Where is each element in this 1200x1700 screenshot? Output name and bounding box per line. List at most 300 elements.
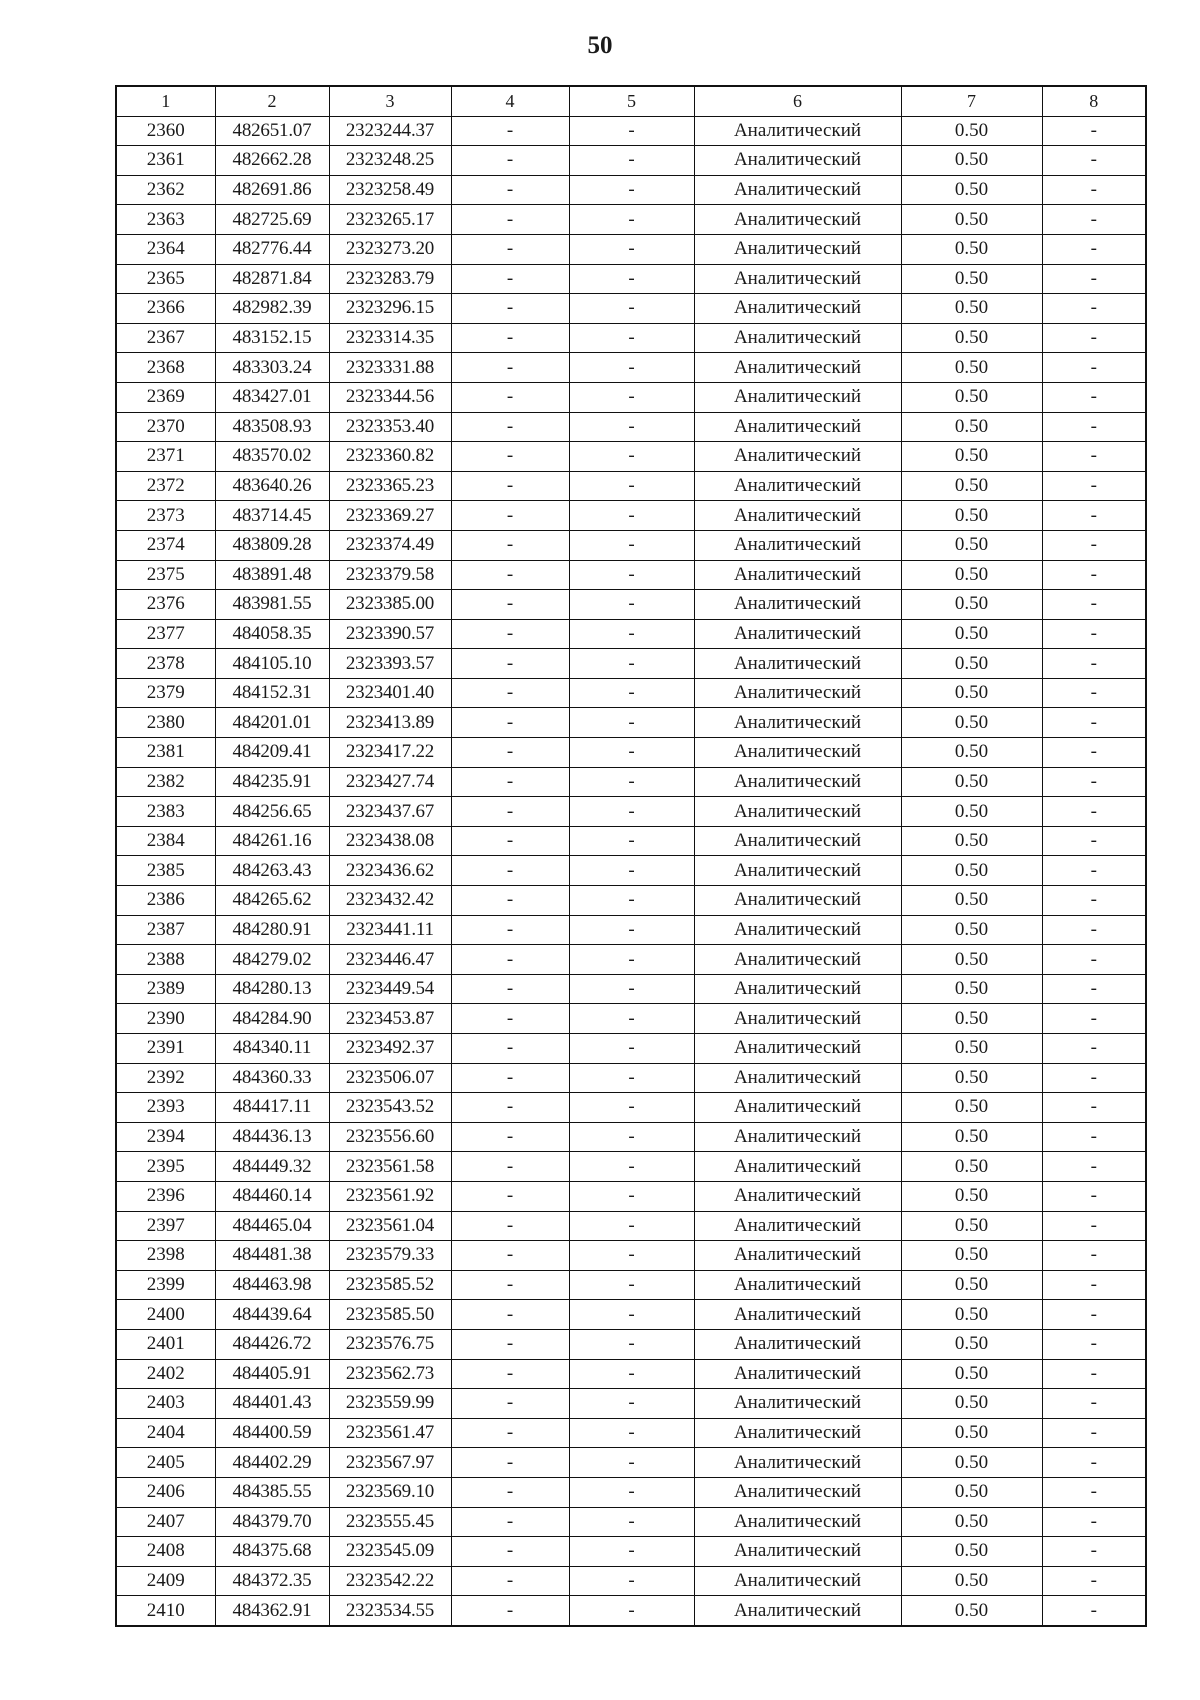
column-8-cell: - xyxy=(1042,1596,1146,1626)
x-coordinate-cell: 483427.01 xyxy=(215,382,329,412)
method-cell: Аналитический xyxy=(694,1537,901,1567)
accuracy-cell: 0.50 xyxy=(901,501,1042,531)
y-coordinate-cell: 2323379.58 xyxy=(329,560,451,590)
column-5-cell: - xyxy=(569,116,694,146)
y-coordinate-cell: 2323365.23 xyxy=(329,471,451,501)
table-body xyxy=(116,116,1146,1626)
column-8-cell: - xyxy=(1042,1477,1146,1507)
y-coordinate-cell: 2323561.58 xyxy=(329,1152,451,1182)
method-cell: Аналитический xyxy=(694,234,901,264)
y-coordinate-cell: 2323417.22 xyxy=(329,738,451,768)
table-row xyxy=(116,649,1146,679)
column-8-cell: - xyxy=(1042,974,1146,1004)
accuracy-cell: 0.50 xyxy=(901,1329,1042,1359)
x-coordinate-cell: 484256.65 xyxy=(215,797,329,827)
y-coordinate-cell: 2323401.40 xyxy=(329,678,451,708)
column-4-cell: - xyxy=(451,767,569,797)
accuracy-cell: 0.50 xyxy=(901,738,1042,768)
table-row xyxy=(116,323,1146,353)
column-4-cell: - xyxy=(451,797,569,827)
point-number-cell: 2407 xyxy=(116,1507,215,1537)
column-4-cell: - xyxy=(451,116,569,146)
column-4-cell: - xyxy=(451,1537,569,1567)
column-5-cell: - xyxy=(569,826,694,856)
x-coordinate-cell: 484379.70 xyxy=(215,1507,329,1537)
method-cell: Аналитический xyxy=(694,382,901,412)
column-5-cell: - xyxy=(569,915,694,945)
x-coordinate-cell: 484375.68 xyxy=(215,1537,329,1567)
column-8-cell: - xyxy=(1042,1537,1146,1567)
x-coordinate-cell: 482662.28 xyxy=(215,146,329,176)
x-coordinate-cell: 484436.13 xyxy=(215,1122,329,1152)
column-4-cell: - xyxy=(451,353,569,383)
table-row xyxy=(116,1418,1146,1448)
column-4-cell: - xyxy=(451,471,569,501)
accuracy-cell: 0.50 xyxy=(901,915,1042,945)
column-5-cell: - xyxy=(569,886,694,916)
method-cell: Аналитический xyxy=(694,945,901,975)
point-number-cell: 2381 xyxy=(116,738,215,768)
column-5-cell: - xyxy=(569,1507,694,1537)
table-row xyxy=(116,353,1146,383)
column-8-cell: - xyxy=(1042,146,1146,176)
column-5-cell: - xyxy=(569,649,694,679)
y-coordinate-cell: 2323331.88 xyxy=(329,353,451,383)
column-header-3: 3 xyxy=(329,86,451,116)
y-coordinate-cell: 2323569.10 xyxy=(329,1477,451,1507)
point-number-cell: 2380 xyxy=(116,708,215,738)
y-coordinate-cell: 2323374.49 xyxy=(329,530,451,560)
column-5-cell: - xyxy=(569,767,694,797)
x-coordinate-cell: 484402.29 xyxy=(215,1448,329,1478)
table-row xyxy=(116,1093,1146,1123)
column-4-cell: - xyxy=(451,649,569,679)
column-5-cell: - xyxy=(569,1389,694,1419)
table-row xyxy=(116,1241,1146,1271)
column-8-cell: - xyxy=(1042,353,1146,383)
table-row xyxy=(116,767,1146,797)
accuracy-cell: 0.50 xyxy=(901,1122,1042,1152)
point-number-cell: 2373 xyxy=(116,501,215,531)
column-header-8: 8 xyxy=(1042,86,1146,116)
column-5-cell: - xyxy=(569,471,694,501)
column-4-cell: - xyxy=(451,1359,569,1389)
column-5-cell: - xyxy=(569,797,694,827)
column-8-cell: - xyxy=(1042,471,1146,501)
point-number-cell: 2385 xyxy=(116,856,215,886)
point-number-cell: 2399 xyxy=(116,1270,215,1300)
column-8-cell: - xyxy=(1042,294,1146,324)
column-4-cell: - xyxy=(451,1093,569,1123)
column-4-cell: - xyxy=(451,1507,569,1537)
point-number-cell: 2370 xyxy=(116,412,215,442)
accuracy-cell: 0.50 xyxy=(901,471,1042,501)
y-coordinate-cell: 2323244.37 xyxy=(329,116,451,146)
column-5-cell: - xyxy=(569,294,694,324)
table-row xyxy=(116,797,1146,827)
column-5-cell: - xyxy=(569,619,694,649)
column-4-cell: - xyxy=(451,1122,569,1152)
y-coordinate-cell: 2323562.73 xyxy=(329,1359,451,1389)
method-cell: Аналитический xyxy=(694,560,901,590)
table-row xyxy=(116,412,1146,442)
method-cell: Аналитический xyxy=(694,1448,901,1478)
point-number-cell: 2395 xyxy=(116,1152,215,1182)
x-coordinate-cell: 484201.01 xyxy=(215,708,329,738)
y-coordinate-cell: 2323436.62 xyxy=(329,856,451,886)
method-cell: Аналитический xyxy=(694,264,901,294)
table-row xyxy=(116,1034,1146,1064)
table-row xyxy=(116,471,1146,501)
column-5-cell: - xyxy=(569,590,694,620)
column-header-2: 2 xyxy=(215,86,329,116)
column-5-cell: - xyxy=(569,1152,694,1182)
y-coordinate-cell: 2323446.47 xyxy=(329,945,451,975)
column-4-cell: - xyxy=(451,442,569,472)
column-5-cell: - xyxy=(569,560,694,590)
point-number-cell: 2366 xyxy=(116,294,215,324)
method-cell: Аналитический xyxy=(694,1566,901,1596)
column-4-cell: - xyxy=(451,382,569,412)
method-cell: Аналитический xyxy=(694,1181,901,1211)
accuracy-cell: 0.50 xyxy=(901,1477,1042,1507)
column-8-cell: - xyxy=(1042,826,1146,856)
page-number: 50 xyxy=(587,32,613,59)
x-coordinate-cell: 484209.41 xyxy=(215,738,329,768)
column-4-cell: - xyxy=(451,974,569,1004)
x-coordinate-cell: 484284.90 xyxy=(215,1004,329,1034)
column-5-cell: - xyxy=(569,530,694,560)
accuracy-cell: 0.50 xyxy=(901,353,1042,383)
column-4-cell: - xyxy=(451,1004,569,1034)
column-5-cell: - xyxy=(569,856,694,886)
y-coordinate-cell: 2323369.27 xyxy=(329,501,451,531)
column-5-cell: - xyxy=(569,234,694,264)
point-number-cell: 2409 xyxy=(116,1566,215,1596)
accuracy-cell: 0.50 xyxy=(901,1418,1042,1448)
table-row xyxy=(116,945,1146,975)
method-cell: Аналитический xyxy=(694,412,901,442)
column-8-cell: - xyxy=(1042,1507,1146,1537)
column-4-cell: - xyxy=(451,530,569,560)
column-5-cell: - xyxy=(569,1537,694,1567)
method-cell: Аналитический xyxy=(694,1389,901,1419)
point-number-cell: 2360 xyxy=(116,116,215,146)
accuracy-cell: 0.50 xyxy=(901,560,1042,590)
x-coordinate-cell: 484481.38 xyxy=(215,1241,329,1271)
column-8-cell: - xyxy=(1042,234,1146,264)
accuracy-cell: 0.50 xyxy=(901,146,1042,176)
column-8-cell: - xyxy=(1042,1329,1146,1359)
accuracy-cell: 0.50 xyxy=(901,234,1042,264)
point-number-cell: 2364 xyxy=(116,234,215,264)
y-coordinate-cell: 2323390.57 xyxy=(329,619,451,649)
point-number-cell: 2362 xyxy=(116,175,215,205)
column-5-cell: - xyxy=(569,1270,694,1300)
column-4-cell: - xyxy=(451,1329,569,1359)
point-number-cell: 2368 xyxy=(116,353,215,383)
table-row xyxy=(116,1122,1146,1152)
column-4-cell: - xyxy=(451,945,569,975)
point-number-cell: 2394 xyxy=(116,1122,215,1152)
table-row xyxy=(116,264,1146,294)
table-header-row xyxy=(116,86,1146,116)
accuracy-cell: 0.50 xyxy=(901,205,1042,235)
x-coordinate-cell: 483152.15 xyxy=(215,323,329,353)
y-coordinate-cell: 2323314.35 xyxy=(329,323,451,353)
accuracy-cell: 0.50 xyxy=(901,1596,1042,1626)
method-cell: Аналитический xyxy=(694,619,901,649)
point-number-cell: 2387 xyxy=(116,915,215,945)
y-coordinate-cell: 2323585.50 xyxy=(329,1300,451,1330)
table-row xyxy=(116,1389,1146,1419)
column-5-cell: - xyxy=(569,1063,694,1093)
accuracy-cell: 0.50 xyxy=(901,1063,1042,1093)
y-coordinate-cell: 2323393.57 xyxy=(329,649,451,679)
column-8-cell: - xyxy=(1042,175,1146,205)
y-coordinate-cell: 2323561.92 xyxy=(329,1181,451,1211)
x-coordinate-cell: 483891.48 xyxy=(215,560,329,590)
method-cell: Аналитический xyxy=(694,649,901,679)
y-coordinate-cell: 2323555.45 xyxy=(329,1507,451,1537)
table-row xyxy=(116,530,1146,560)
column-4-cell: - xyxy=(451,1063,569,1093)
method-cell: Аналитический xyxy=(694,797,901,827)
column-8-cell: - xyxy=(1042,1241,1146,1271)
table-row xyxy=(116,382,1146,412)
y-coordinate-cell: 2323385.00 xyxy=(329,590,451,620)
column-4-cell: - xyxy=(451,294,569,324)
method-cell: Аналитический xyxy=(694,856,901,886)
x-coordinate-cell: 484385.55 xyxy=(215,1477,329,1507)
method-cell: Аналитический xyxy=(694,1122,901,1152)
column-8-cell: - xyxy=(1042,590,1146,620)
table-row xyxy=(116,1448,1146,1478)
y-coordinate-cell: 2323506.07 xyxy=(329,1063,451,1093)
column-4-cell: - xyxy=(451,175,569,205)
method-cell: Аналитический xyxy=(694,471,901,501)
column-4-cell: - xyxy=(451,915,569,945)
y-coordinate-cell: 2323559.99 xyxy=(329,1389,451,1419)
column-4-cell: - xyxy=(451,412,569,442)
table-row xyxy=(116,974,1146,1004)
accuracy-cell: 0.50 xyxy=(901,412,1042,442)
point-number-cell: 2367 xyxy=(116,323,215,353)
method-cell: Аналитический xyxy=(694,1004,901,1034)
x-coordinate-cell: 484362.91 xyxy=(215,1596,329,1626)
point-number-cell: 2372 xyxy=(116,471,215,501)
table-row xyxy=(116,1063,1146,1093)
table-row xyxy=(116,1152,1146,1182)
y-coordinate-cell: 2323585.52 xyxy=(329,1270,451,1300)
method-cell: Аналитический xyxy=(694,767,901,797)
column-8-cell: - xyxy=(1042,1566,1146,1596)
method-cell: Аналитический xyxy=(694,1034,901,1064)
method-cell: Аналитический xyxy=(694,323,901,353)
method-cell: Аналитический xyxy=(694,1477,901,1507)
column-5-cell: - xyxy=(569,708,694,738)
column-8-cell: - xyxy=(1042,530,1146,560)
point-number-cell: 2397 xyxy=(116,1211,215,1241)
method-cell: Аналитический xyxy=(694,886,901,916)
y-coordinate-cell: 2323561.04 xyxy=(329,1211,451,1241)
accuracy-cell: 0.50 xyxy=(901,797,1042,827)
y-coordinate-cell: 2323344.56 xyxy=(329,382,451,412)
column-8-cell: - xyxy=(1042,1181,1146,1211)
accuracy-cell: 0.50 xyxy=(901,1300,1042,1330)
column-8-cell: - xyxy=(1042,1034,1146,1064)
column-5-cell: - xyxy=(569,1211,694,1241)
column-5-cell: - xyxy=(569,1181,694,1211)
point-number-cell: 2392 xyxy=(116,1063,215,1093)
point-number-cell: 2390 xyxy=(116,1004,215,1034)
accuracy-cell: 0.50 xyxy=(901,826,1042,856)
column-4-cell: - xyxy=(451,886,569,916)
column-5-cell: - xyxy=(569,412,694,442)
y-coordinate-cell: 2323273.20 xyxy=(329,234,451,264)
point-number-cell: 2398 xyxy=(116,1241,215,1271)
column-5-cell: - xyxy=(569,1477,694,1507)
column-4-cell: - xyxy=(451,1241,569,1271)
column-4-cell: - xyxy=(451,1389,569,1419)
column-4-cell: - xyxy=(451,1596,569,1626)
x-coordinate-cell: 484463.98 xyxy=(215,1270,329,1300)
column-8-cell: - xyxy=(1042,797,1146,827)
x-coordinate-cell: 484372.35 xyxy=(215,1566,329,1596)
x-coordinate-cell: 484265.62 xyxy=(215,886,329,916)
method-cell: Аналитический xyxy=(694,175,901,205)
column-5-cell: - xyxy=(569,1300,694,1330)
column-4-cell: - xyxy=(451,738,569,768)
x-coordinate-cell: 483809.28 xyxy=(215,530,329,560)
column-4-cell: - xyxy=(451,205,569,235)
column-4-cell: - xyxy=(451,1477,569,1507)
y-coordinate-cell: 2323556.60 xyxy=(329,1122,451,1152)
method-cell: Аналитический xyxy=(694,1152,901,1182)
y-coordinate-cell: 2323360.82 xyxy=(329,442,451,472)
point-number-cell: 2406 xyxy=(116,1477,215,1507)
table-row xyxy=(116,708,1146,738)
table-row xyxy=(116,560,1146,590)
column-8-cell: - xyxy=(1042,1448,1146,1478)
column-header-6: 6 xyxy=(694,86,901,116)
accuracy-cell: 0.50 xyxy=(901,619,1042,649)
y-coordinate-cell: 2323438.08 xyxy=(329,826,451,856)
column-8-cell: - xyxy=(1042,1152,1146,1182)
column-header-4: 4 xyxy=(451,86,569,116)
point-number-cell: 2378 xyxy=(116,649,215,679)
accuracy-cell: 0.50 xyxy=(901,294,1042,324)
point-number-cell: 2382 xyxy=(116,767,215,797)
column-4-cell: - xyxy=(451,1448,569,1478)
method-cell: Аналитический xyxy=(694,974,901,1004)
column-8-cell: - xyxy=(1042,382,1146,412)
point-number-cell: 2410 xyxy=(116,1596,215,1626)
column-8-cell: - xyxy=(1042,738,1146,768)
x-coordinate-cell: 484340.11 xyxy=(215,1034,329,1064)
x-coordinate-cell: 484280.13 xyxy=(215,974,329,1004)
point-number-cell: 2400 xyxy=(116,1300,215,1330)
table-row xyxy=(116,205,1146,235)
method-cell: Аналитический xyxy=(694,1596,901,1626)
column-5-cell: - xyxy=(569,382,694,412)
column-8-cell: - xyxy=(1042,501,1146,531)
y-coordinate-cell: 2323543.52 xyxy=(329,1093,451,1123)
column-8-cell: - xyxy=(1042,442,1146,472)
table-row xyxy=(116,442,1146,472)
x-coordinate-cell: 484465.04 xyxy=(215,1211,329,1241)
column-8-cell: - xyxy=(1042,560,1146,590)
column-8-cell: - xyxy=(1042,264,1146,294)
point-number-cell: 2389 xyxy=(116,974,215,1004)
y-coordinate-cell: 2323545.09 xyxy=(329,1537,451,1567)
accuracy-cell: 0.50 xyxy=(901,767,1042,797)
accuracy-cell: 0.50 xyxy=(901,382,1042,412)
column-4-cell: - xyxy=(451,560,569,590)
method-cell: Аналитический xyxy=(694,738,901,768)
point-number-cell: 2391 xyxy=(116,1034,215,1064)
point-number-cell: 2403 xyxy=(116,1389,215,1419)
column-4-cell: - xyxy=(451,1152,569,1182)
table-row xyxy=(116,886,1146,916)
column-4-cell: - xyxy=(451,264,569,294)
point-number-cell: 2365 xyxy=(116,264,215,294)
column-5-cell: - xyxy=(569,678,694,708)
method-cell: Аналитический xyxy=(694,1063,901,1093)
column-4-cell: - xyxy=(451,234,569,264)
accuracy-cell: 0.50 xyxy=(901,678,1042,708)
column-header-1: 1 xyxy=(116,86,215,116)
point-number-cell: 2408 xyxy=(116,1537,215,1567)
x-coordinate-cell: 482691.86 xyxy=(215,175,329,205)
table-row xyxy=(116,1359,1146,1389)
y-coordinate-cell: 2323579.33 xyxy=(329,1241,451,1271)
point-number-cell: 2363 xyxy=(116,205,215,235)
accuracy-cell: 0.50 xyxy=(901,1359,1042,1389)
accuracy-cell: 0.50 xyxy=(901,1034,1042,1064)
coordinates-table xyxy=(115,85,1147,1627)
point-number-cell: 2405 xyxy=(116,1448,215,1478)
column-8-cell: - xyxy=(1042,945,1146,975)
column-8-cell: - xyxy=(1042,1122,1146,1152)
table-row xyxy=(116,294,1146,324)
column-4-cell: - xyxy=(451,619,569,649)
column-8-cell: - xyxy=(1042,1300,1146,1330)
table-row xyxy=(116,1507,1146,1537)
x-coordinate-cell: 482982.39 xyxy=(215,294,329,324)
table-row xyxy=(116,146,1146,176)
accuracy-cell: 0.50 xyxy=(901,886,1042,916)
y-coordinate-cell: 2323441.11 xyxy=(329,915,451,945)
point-number-cell: 2376 xyxy=(116,590,215,620)
column-4-cell: - xyxy=(451,826,569,856)
column-5-cell: - xyxy=(569,1004,694,1034)
table-row xyxy=(116,1566,1146,1596)
point-number-cell: 2404 xyxy=(116,1418,215,1448)
column-4-cell: - xyxy=(451,1300,569,1330)
column-8-cell: - xyxy=(1042,767,1146,797)
column-8-cell: - xyxy=(1042,1211,1146,1241)
column-8-cell: - xyxy=(1042,1093,1146,1123)
accuracy-cell: 0.50 xyxy=(901,264,1042,294)
method-cell: Аналитический xyxy=(694,530,901,560)
column-8-cell: - xyxy=(1042,1004,1146,1034)
method-cell: Аналитический xyxy=(694,146,901,176)
table-row xyxy=(116,826,1146,856)
column-8-cell: - xyxy=(1042,1389,1146,1419)
column-5-cell: - xyxy=(569,501,694,531)
x-coordinate-cell: 482776.44 xyxy=(215,234,329,264)
